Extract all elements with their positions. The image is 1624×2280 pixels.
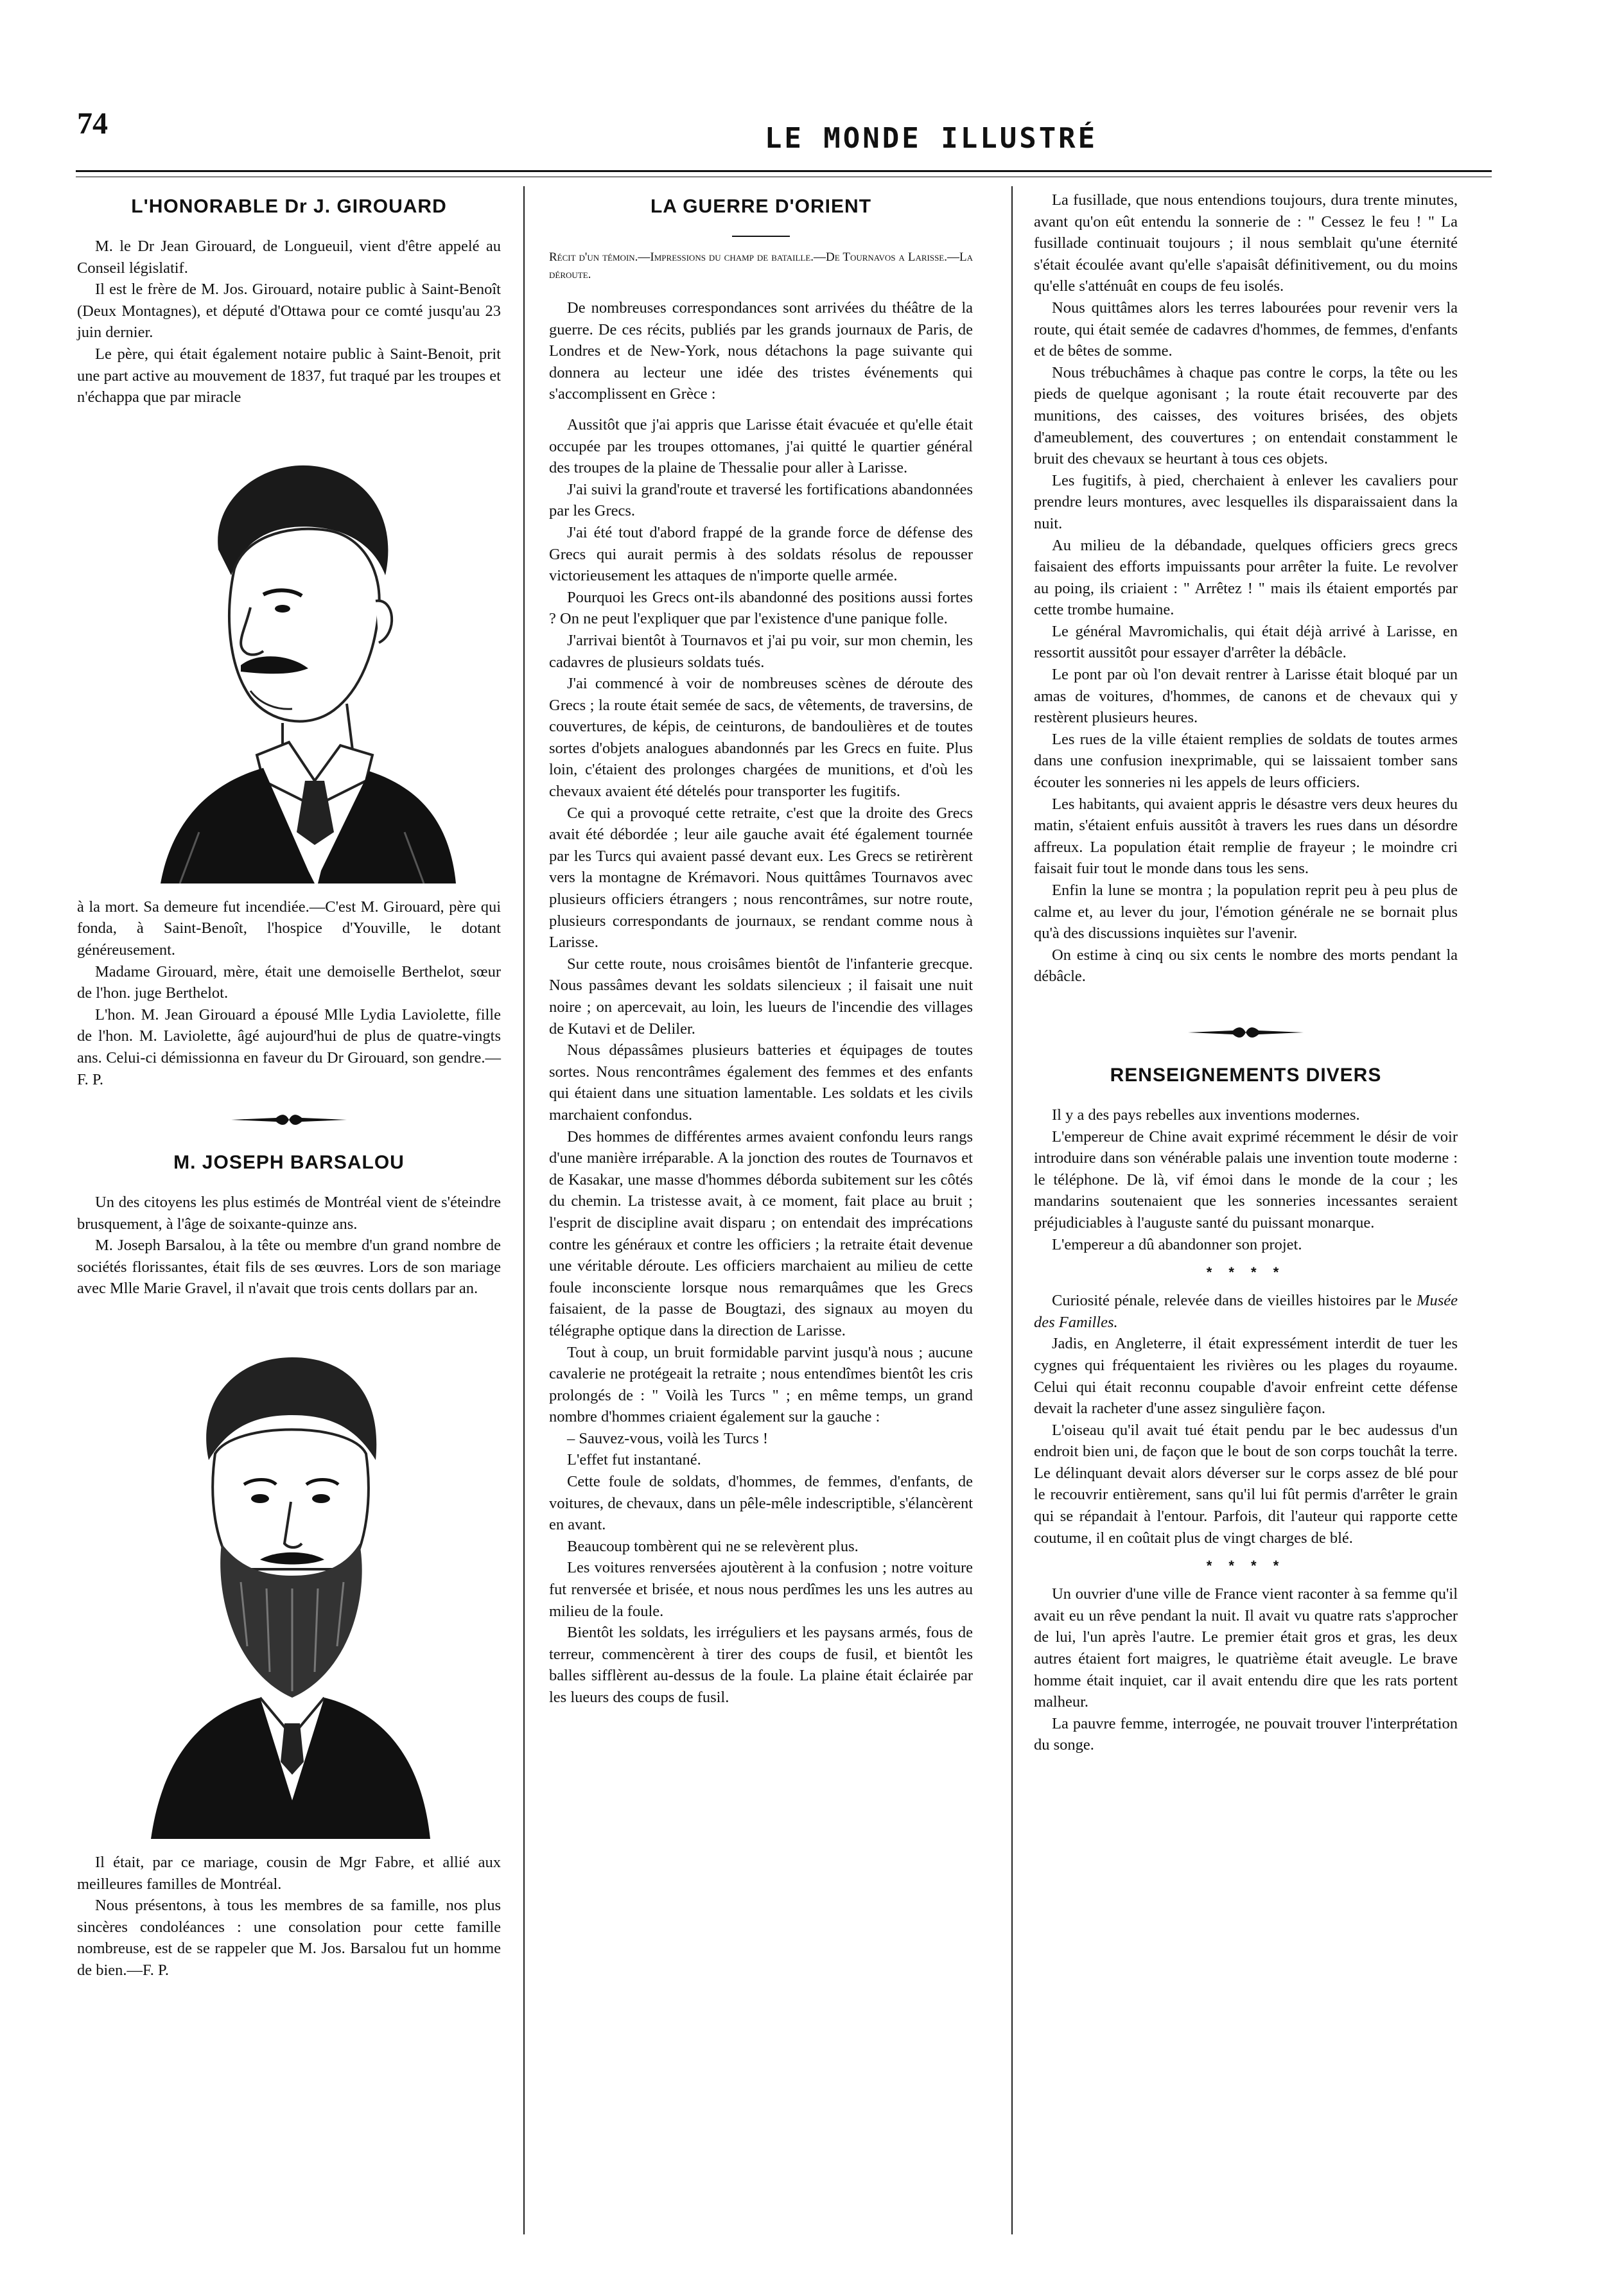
paragraph: Madame Girouard, mère, était une demoiselle Berthelot, sœur de l'hon. juge Berthelot. [77, 962, 501, 1002]
portrait-barsalou [138, 1312, 440, 1839]
paragraph: M. Joseph Barsalou, à la tête ou membre d'un grand nombre de sociétés florissantes, était fils de ses œuvres. Lors de son mariage avec Mlle Marie Gravel, il n'avait que trois cents dollars par an. [77, 1237, 501, 1298]
paragraph: De nombreuses correspondances sont arrivées du théâtre de la guerre. De ces récits, publiés par les grands journaux de Paris, de Londres et de New-York, nous détachons la page suivante qui donnera au lecteur une idée des tristes événements qui s'accomplissent en Grèce : [549, 299, 973, 403]
paragraph: M. le Dr Jean Girouard, de Longueuil, vient d'être appelé au Conseil législatif. [77, 238, 501, 277]
paragraph: – Sauvez-vous, voilà les Turcs ! [567, 1429, 769, 1447]
paragraph: Jadis, en Angleterre, il était expressément interdit de tuer les cygnes qui fréquentaient les rivières ou les plages du royaume. Celui qui était reconnu coupable d'avoir enfreint cette défense devait la racheter d'une assez singulière façon. [1034, 1335, 1458, 1418]
paragraph: Bientôt les soldats, les irréguliers et les paysans armés, fous de terreur, commencèrent à tirer des coups de fusil, et bientôt les balles sifflèrent au-dessus de la foule. La plaine était éclairée par les lueurs des coups de fusil. [549, 1624, 973, 1706]
paragraph: Enfin la lune se montra ; la population reprit peu à peu plus de calme et, au lever du jour, l'émotion générale ne se bornait plus qu'à des discussions inquiètes sur l'avenir. [1034, 882, 1458, 943]
ornament-divider [1034, 1020, 1458, 1045]
paragraph [1034, 1290, 1458, 1333]
paragraph: Pourquoi les Grecs ont-ils abandonné des positions aussi fortes ? On ne peut l'expliquer que par l'existence d'une panique folle. [549, 588, 973, 628]
text-run: Curiosité pénale, relevée dans de vieilles histoires par le [1052, 1292, 1417, 1310]
ornament-divider [77, 1107, 501, 1133]
article-title-barsalou: M. JOSEPH BARSALOU [173, 1152, 405, 1174]
header-rule-thick [76, 170, 1492, 172]
paragraph: Il était, par ce mariage, cousin de Mgr Fabre, et allié aux meilleures familles de Montréal. [77, 1854, 501, 1893]
paragraph: Les voitures renversées ajoutèrent à la confusion ; notre voiture fut renversée et brisée, et nous nous perdîmes les uns les autres au milieu de la foule. [549, 1559, 973, 1620]
paragraph: L'empereur de Chine avait exprimé récemment le désir de voir introduire dans son vénérable palais une invention toute moderne : le téléphone. De là, vif émoi dans le monde de la cour ; les mandarins soutenaient que les sonneries incessantes seraient préjudiciables à l'auguste santé du puissant monarque. [1034, 1127, 1458, 1231]
section-stars: * * * * [1206, 1558, 1286, 1574]
paragraph: L'effet fut instantané. [567, 1451, 701, 1469]
paragraph: L'hon. M. Jean Girouard a épousé Mlle Lydia Laviolette, fille de l'hon. M. Laviolette, âgé aujourd'hui de plus de quatre-vingts ans. Celui-ci démissionna en faveur du Dr Girouard, son gendre.—F. P. [77, 1005, 501, 1088]
paragraph: Nous quittâmes alors les terres labourées pour revenir vers la route, qui était semée de cadavres d'hommes, de femmes, d'enfants et de bêtes de somme. [1034, 299, 1458, 360]
section-stars: * * * * [1206, 1264, 1286, 1281]
column-center [549, 189, 973, 1709]
page-number: 74 [77, 107, 108, 141]
title-rule [732, 236, 790, 237]
paragraph: Au milieu de la débandade, quelques officiers grecs grecs faisaient des efforts impuissants pour arrêter la fuite. Le revolver au poing, ils criaient : " Arrêtez ! " mais ils étaient emportés par cette trombe humaine. [1034, 536, 1458, 619]
paragraph: Le pont par où l'on devait rentrer à Larisse était bloqué par un amas de voitures, d'hommes, de canons et de chevaux qui y restèrent plusieurs heures. [1034, 666, 1458, 727]
paragraph: Un des citoyens les plus estimés de Montréal vient de s'éteindre brusquement, à l'âge de soixante-quinze ans. [77, 1194, 501, 1233]
paragraph: Des hommes de différentes armes avaient confondu leurs rangs d'une manière irréparable. A la jonction des routes de Tournavos et de Kasakar, une masse d'hommes déborda subitement sur les côtés du chemin. La tristesse avait, à ce moment, fait place au bruit ; l'esprit de discipline avait disparu ; on entendait des imprécations contre les généraux et contre les officiers ; la retraite était devenue une véritable déroute. Les officiers marchaient au milieu de cette foule inconsciente lorsque nous remarquâmes que les Grecs faisaient, de la passe de Bougtazi, des signaux au moyen du télégraphe optique dans la direction de Larisse. [549, 1127, 973, 1339]
column-right [1034, 189, 1458, 1756]
column-left [77, 189, 501, 1981]
paragraph: J'ai suivi la grand'route et traversé les fortifications abandonnées par les Grecs. [549, 480, 973, 520]
paragraph: J'arrivai bientôt à Tournavos et j'ai pu voir, sur mon chemin, les cadavres de plusieurs soldats tués. [549, 631, 973, 671]
italic-title: Musée des Familles. [1034, 1292, 1458, 1331]
paragraph: La pauvre femme, interrogée, ne pouvait trouver l'interprétation du songe. [1034, 1714, 1458, 1754]
paragraph: Aussitôt que j'ai appris que Larisse était évacuée et qu'elle était occupée par les troupes ottomanes, j'ai quitté le quartier général des troupes de la plaine de Thessalie pour aller à Larisse. [549, 415, 973, 477]
article-title-girouard: L'HONORABLE Dr J. GIROUARD [131, 196, 447, 217]
masthead: LE MONDE ILLUSTRÉ [764, 122, 1098, 155]
paragraph: J'ai commencé à voir de nombreuses scènes de déroute des Grecs ; la route était semée de sacs, de vêtements, de traversins, de couvertures, de képis, de ceinturons, de bandoulières et de toutes sortes d'objets analogues abandonnés par les Grecs en fuite. Plus loin, c'étaient des prolonges chargées de munitions, et d'où les chevaux avaient été dételés pour transporter les fugitifs. [549, 675, 973, 801]
paragraph: Un ouvrier d'une ville de France vient raconter à sa femme qu'il avait eu un rêve pendant la nuit. Il avait vu quatre rats s'approcher de lui, l'un après l'autre. Le premier était gros et gras, les deux autres étaient fort maigres, le quatrième était aveugle. Le brave homme était inquiet, car il avait entendu dire que les rats portent malheur. [1034, 1585, 1458, 1711]
column-divider [523, 186, 525, 2234]
paragraph: J'ai été tout d'abord frappé de la grande force de défense des Grecs qui aurait permis à des soldats résolus de repousser victorieusement les attaques de n'importe quelle armée. [549, 523, 973, 585]
paragraph: Le général Mavromichalis, qui était déjà arrivé à Larisse, en ressortit aussitôt pour essayer d'arrêter la débâcle. [1034, 622, 1458, 662]
paragraph: Les habitants, qui avaient appris le désastre vers deux heures du matin, s'étaient enfuis aussitôt à travers les rues dans un désordre affreux. La population était remplie de frayeur ; le moindre cri faisait fuir tout le monde dans tous les sens. [1034, 795, 1458, 878]
paragraph: Il y a des pays rebelles aux inventions modernes. [1052, 1106, 1360, 1124]
article-subtitle: Récit d'un témoin.—Impressions du champ de bataille.—De Tournavos a Larisse.—La déroute. [549, 250, 973, 281]
paragraph: Les rues de la ville étaient remplies de soldats de toutes armes dans une confusion inexprimable, qui se laissaient tomber sans écouter les sonneries ni les appels de leurs officiers. [1034, 730, 1458, 792]
paragraph: Il est le frère de M. Jos. Girouard, notaire public à Saint-Benoît (Deux Montagnes), et député d'Ottawa pour ce comté jusqu'au 23 juin dernier. [77, 281, 501, 342]
paragraph: L'oiseau qu'il avait tué était pendu par le bec audessus d'un endroit bien uni, de façon que le bout de son corps touchât la terre. Le délinquant devait alors déverser sur le corps assez de blé pour le recouvrir entièrement, sans qu'il lui fût permis d'arrêter le grain qui se répandait à l'entour. Parfois, dit l'auteur qui rapporte cette coutume, il en coûtait plus de vingt charges de blé. [1034, 1421, 1458, 1547]
paragraph: La fusillade, que nous entendions toujours, dura trente minutes, avant qu'on eût entendu la sonnerie de : " Cessez le feu ! " La fusillade continuait toujours ; il nous semblait qu'une éternité s'était écoulée avant qu'elle s'apaisât définitivement, ou du moins qu'elle s'atténuât en coups de feu isolés. [1034, 191, 1458, 295]
paragraph: Tout à coup, un bruit formidable parvint jusqu'à nous ; aucune cavalerie ne protégeait la retraite ; nous entendîmes bientôt les cris prolongés de : " Voilà les Turcs " ; en même temps, un grand nombre d'hommes criaient également sur la gauche : [549, 1343, 973, 1426]
paragraph: On estime à cinq ou six cents le nombre des morts pendant la débâcle. [1034, 946, 1458, 986]
paragraph: Cette foule de soldats, d'hommes, de femmes, d'enfants, de voitures, de chevaux, dans un pêle-mêle indescriptible, s'élancèrent en avant. [549, 1473, 973, 1534]
paragraph: L'empereur a dû abandonner son projet. [1052, 1235, 1302, 1253]
paragraph: Ce qui a provoqué cette retraite, c'est que la droite des Grecs avait été débordée ; leur aile gauche avait été également tournée par les Turcs qui avaient passé devant eux. Les Grecs se retirèrent vers la montagne de Krémavori. Nous quittâmes Tournavos avec plusieurs officiers étrangers ; nous rencontrâmes, sur notre route, plusieurs correspondants de journaux, se rendant comme nous à Larisse. [549, 804, 973, 952]
paragraph: Le père, qui était également notaire public à Saint-Benoit, prit une part active au mouvement de 1837, fut traqué par les troupes et n'échappa que par miracle [77, 345, 501, 406]
paragraph: Nous dépassâmes plusieurs batteries et équipages de toutes sortes. Nous rencontrâmes également des femmes et des enfants qui étaient dans une situation lamentable. Les soldats et les civils marchaient confondus. [549, 1041, 973, 1124]
article-title-guerre: LA GUERRE D'ORIENT [650, 196, 872, 217]
paragraph: Sur cette route, nous croisâmes bientôt de l'infanterie grecque. Nous passâmes devant les soldats silencieux ; il faisait une nuit noire ; on apercevait, au loin, les lueurs de l'incendie des villages de Kutavi et de Deliler. [549, 955, 973, 1038]
paragraph: Nous trébuchâmes à chaque pas contre le corps, la tête ou les pieds de quelque agonisant ; la route était recouverte par des munitions, des caisses, des voitures brisées, des objets d'ameublement, des couvertures ; on entendait constamment le bruit des chevaux se heurtant à tous ces objets. [1034, 363, 1458, 468]
paragraph: Beaucoup tombèrent qui ne se relevèrent plus. [567, 1537, 859, 1555]
column-divider [1011, 186, 1013, 2234]
portrait-girouard [122, 421, 456, 883]
paragraph: à la mort. Sa demeure fut incendiée.—C'est M. Girouard, père qui fonda, à Saint-Benoît, l'hospice d'Youville, le dotant généreusement. [77, 898, 501, 959]
paragraph: Les fugitifs, à pied, cherchaient à enlever les cavaliers pour prendre leurs montures, avec lesquelles ils disparaissaient dans la nuit. [1034, 471, 1458, 532]
article-title-renseignements: RENSEIGNEMENTS DIVERS [1110, 1064, 1382, 1086]
paragraph: Nous présentons, à tous les membres de sa famille, nos plus sincères condoléances : une consolation pour cette famille nombreuse, est de se rappeler que M. Jos. Barsalou fut un homme de bien.—F. P. [77, 1897, 501, 1980]
